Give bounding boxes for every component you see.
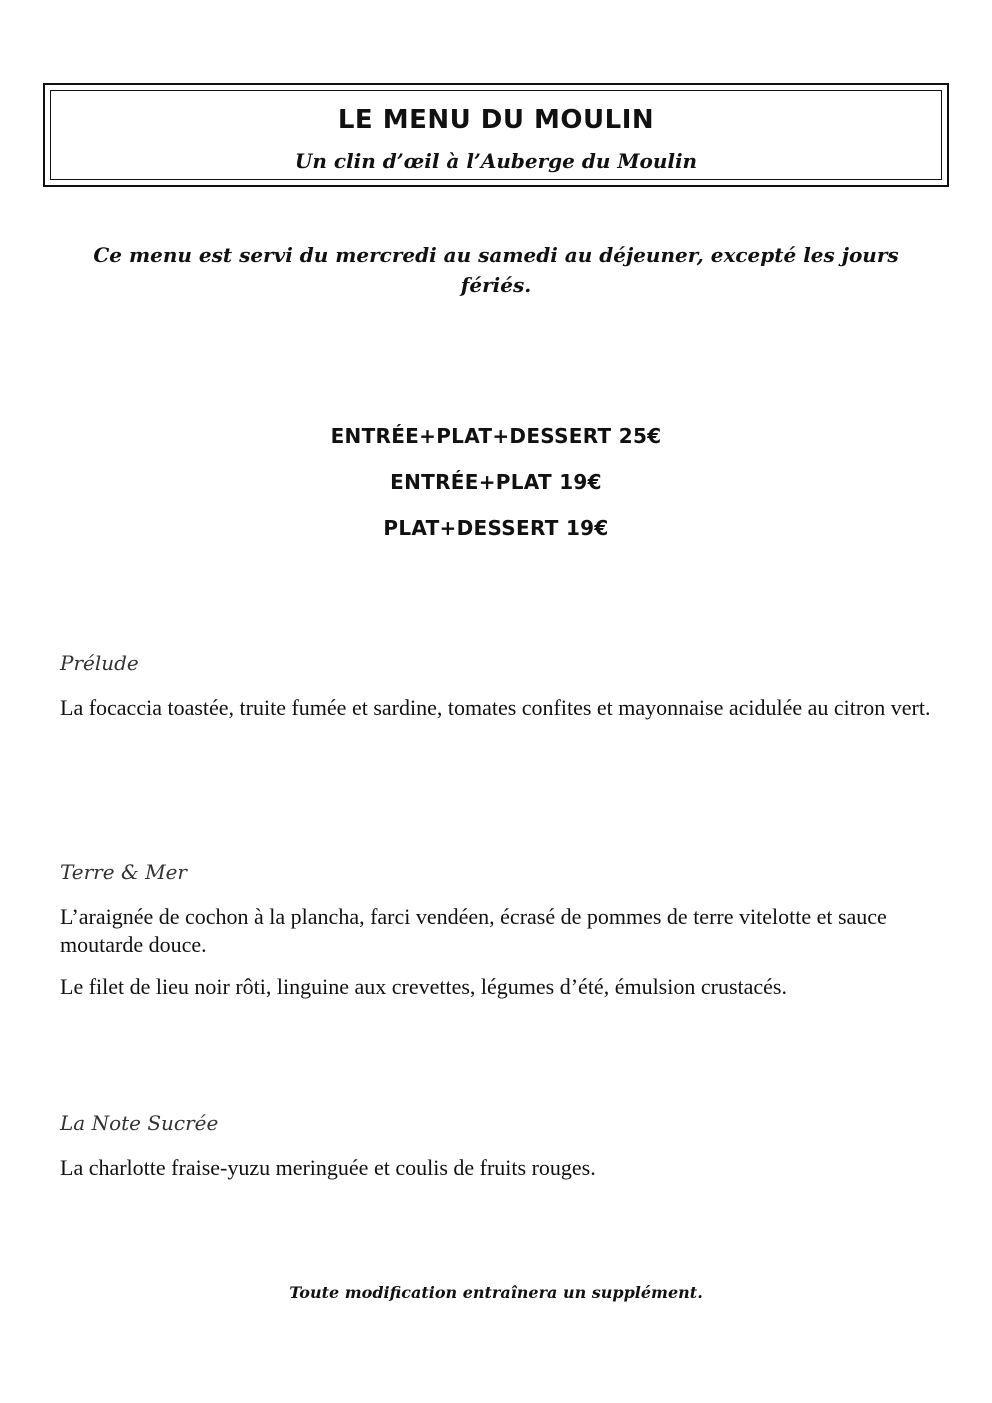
formula-list <box>0 421 992 559</box>
menu-subtitle: Un clin d’œil à l’Auberge du Moulin <box>294 149 698 173</box>
formula-main-dessert: PLAT+DESSERT 19€ <box>383 516 609 540</box>
dish-item: La focaccia toastée, truite fumée et sardine, tomates confites et mayonnaise acidulée au citron vert. <box>60 695 931 720</box>
formula-starter-main: ENTRÉE+PLAT 19€ <box>390 470 602 494</box>
menu-header-box <box>43 83 949 187</box>
service-note: Ce menu est servi du mercredi au samedi au déjeuner, excepté les jours fériés. <box>93 243 899 297</box>
menu-header-inner-border <box>50 90 942 180</box>
section-prelude <box>60 650 940 736</box>
section-title-prelude: Prélude <box>60 651 139 675</box>
formula-full: ENTRÉE+PLAT+DESSERT 25€ <box>330 424 662 448</box>
section-title-terre-mer: Terre & Mer <box>60 860 187 884</box>
section-terre-mer <box>60 859 940 1015</box>
dish-item: La charlotte fraise-yuzu meringuée et coulis de fruits rouges. <box>60 1155 596 1180</box>
section-title-note-sucree: La Note Sucrée <box>60 1111 219 1135</box>
dish-item: L’araignée de cochon à la plancha, farci vendéen, écrasé de pommes de terre vitelotte et sauce moutarde douce. <box>60 904 887 957</box>
footer-note: Toute modification entraînera un supplément. <box>289 1283 703 1302</box>
menu-title: LE MENU DU MOULIN <box>337 105 655 135</box>
section-note-sucree <box>60 1110 940 1196</box>
dish-item: Le filet de lieu noir rôti, linguine aux crevettes, légumes d’été, émulsion crustacés. <box>60 974 787 999</box>
